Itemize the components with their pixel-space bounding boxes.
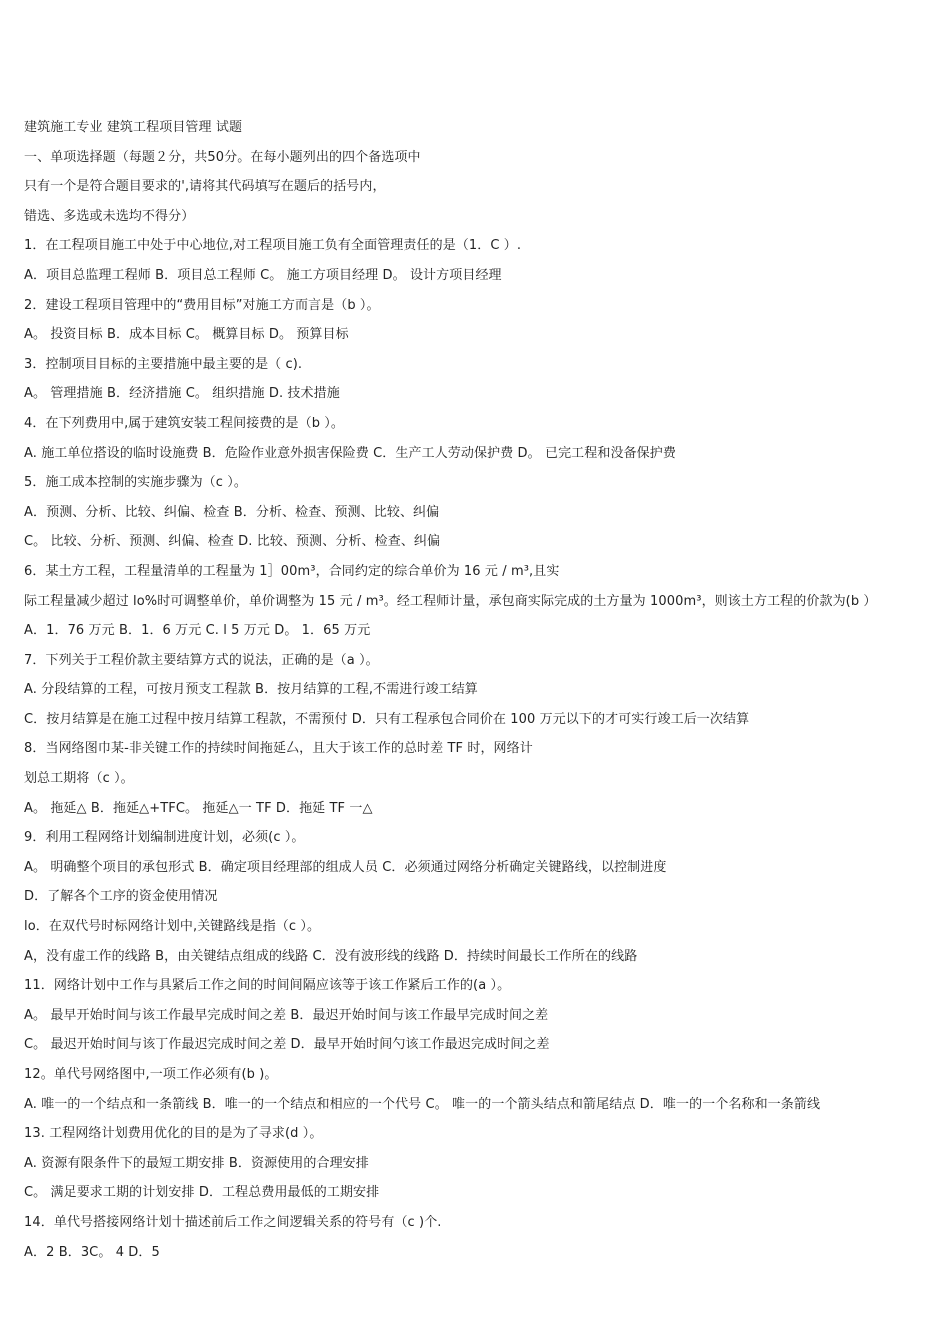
question-7-options: C．按月结算是在施工过程中按月结算工程款，不需预付 D．只有工程承包合同价在 100 万元以下的才可实行竣工后一次结算 (24, 711, 750, 727)
question-7-options: A. 分段结算的工程，可按月预支工程款 B．按月结算的工程,不需进行竣工结算 (24, 682, 478, 698)
question-8: 8．当网络图巾某-非关键工作的持续时间拖延厶，且大于该工作的总时差 TF 时，网络计 (24, 741, 533, 757)
question-11-options: C。 最迟开始时间与该丁作最迟完成时间之差 D．最早开始时间勺该工作最迟完成时间之差 (24, 1037, 550, 1053)
question-8: 划总工期将（c ）。 (24, 771, 134, 787)
question-9-options: A。 明确整个项目的承包形式 B．确定项目经理部的组成人员 C．必须通过网络分析确定关键路线，以控制进度 (24, 859, 667, 875)
question-7: 7．下列关于工程价款主要结算方式的说法，正确的是（a ）。 (24, 652, 379, 668)
question-5-options: C。 比较、分析、预测、纠偏、检查 D. 比较、预测、分析、检查、纠偏 (24, 534, 441, 550)
document-body (24, 113, 944, 1267)
question-3: 3．控制项目目标的主要措施中最主要的是（ c). (24, 356, 303, 372)
question-14: 14．单代号搭接网络计划十描述前后工作之间逻辑关系的符号有（c )个. (24, 1214, 442, 1230)
question-10-options: A，没有虚工作的线路 B，由关键结点组成的线路 C．没有波形线的线路 D．持续时间最长工作所在的线路 (24, 948, 638, 964)
question-6-options: A．1．76 万元 B．1．6 万元 C. l 5 万元 D。 1．65 万元 (24, 623, 371, 639)
question-1: 1．在工程项目施工中处于中心地位,对工程项目施工负有全面管理责任的是（1．C ）. (24, 238, 522, 254)
question-13: 13. 工程网络计划费用优化的目的是为了寻求(d ）。 (24, 1126, 323, 1142)
doc-title: 建筑施工专业 建筑工程项目管理 试题 (24, 120, 243, 135)
section-instructions: 错选、多选或未选均不得分） (24, 208, 195, 224)
question-10: lo．在双代号时标网络计划中,关键路线是指（c ）。 (24, 919, 321, 935)
question-5-options: A．预测、分析、比较、纠偏、检查 B．分析、检查、预测、比较、纠偏 (24, 504, 440, 520)
question-5: 5．施工成本控制的实施步骤为（c ）。 (24, 475, 247, 491)
question-12: 12。单代号网络图中,一项工作必须有(b )。 (24, 1067, 278, 1082)
question-1-options: A．项目总监理工程师 B．项目总工程师 C。 施工方项目经理 D。 设计方项目经理 (24, 267, 502, 283)
question-8-options: A。 拖延△ B．拖延△+TFC。 拖延△一 TF D．拖延 TF 一△ (24, 800, 373, 816)
question-4: 4．在下列费用中,属于建筑安装工程间接费的是（b ）。 (24, 415, 344, 431)
question-4-options: A. 施工单位搭设的临时设施费 B．危险作业意外损害保险费 C．生产工人劳动保护费 D。 已完工程和没备保护费 (24, 445, 676, 461)
question-14-options: A．2 B．3C。 4 D．5 (24, 1244, 160, 1260)
question-2: 2．建设工程项目管理中的“费用目标”对施工方而言是（b ）。 (24, 297, 380, 313)
question-6: 6．某土方工程，工程量清单的工程量为 1］00m³，合同约定的综合单价为 16 元 / m³,且实 (24, 563, 560, 579)
question-11: 11．网络计划中工作与具紧后工作之间的时间间隔应该等于该工作紧后工作的(a ）。 (24, 978, 511, 994)
section-heading: 一、单项选择题（每题２分，共50分。在每小题列出的四个备选项中 (24, 149, 421, 165)
question-6: 际工程量减少超过 lo%时可调整单价，单价调整为 15 元 / m³。经工程师计量，承包商实际完成的土方量为 1000m³，则该土方工程的价款为(b ） (24, 593, 877, 609)
question-13-options: C。 满足要求工期的计划安排 D．工程总费用最低的工期安排 (24, 1185, 380, 1201)
question-3-options: A。 管理措施 B．经济措施 C。 组织措施 D. 技术措施 (24, 386, 340, 402)
question-9-options: D．了解各个工序的资金使用情况 (24, 889, 218, 905)
section-instructions: 只有一个是符合题目要求的',请将其代码填写在题后的括号内， (24, 179, 386, 195)
question-11-options: A。 最早开始时间与该工作最早完成时间之差 B．最迟开始时间与该工作最早完成时间之差 (24, 1007, 549, 1023)
question-9: 9．利用工程网络计划编制进度计划，必须(c ）。 (24, 830, 305, 846)
question-13-options: A. 资源有限条件下的最短工期安排 B．资源使用的合理安排 (24, 1155, 369, 1171)
question-2-options: A。 投资目标 B．成本目标 C。 概算目标 D。 预算目标 (24, 327, 349, 343)
question-12-options: A. 唯一的一个结点和一条箭线 B．唯一的一个结点和相应的一个代号 C。 唯一的一个箭头结点和箭尾结点 D．唯一的一个名称和一条箭线 (24, 1096, 821, 1112)
